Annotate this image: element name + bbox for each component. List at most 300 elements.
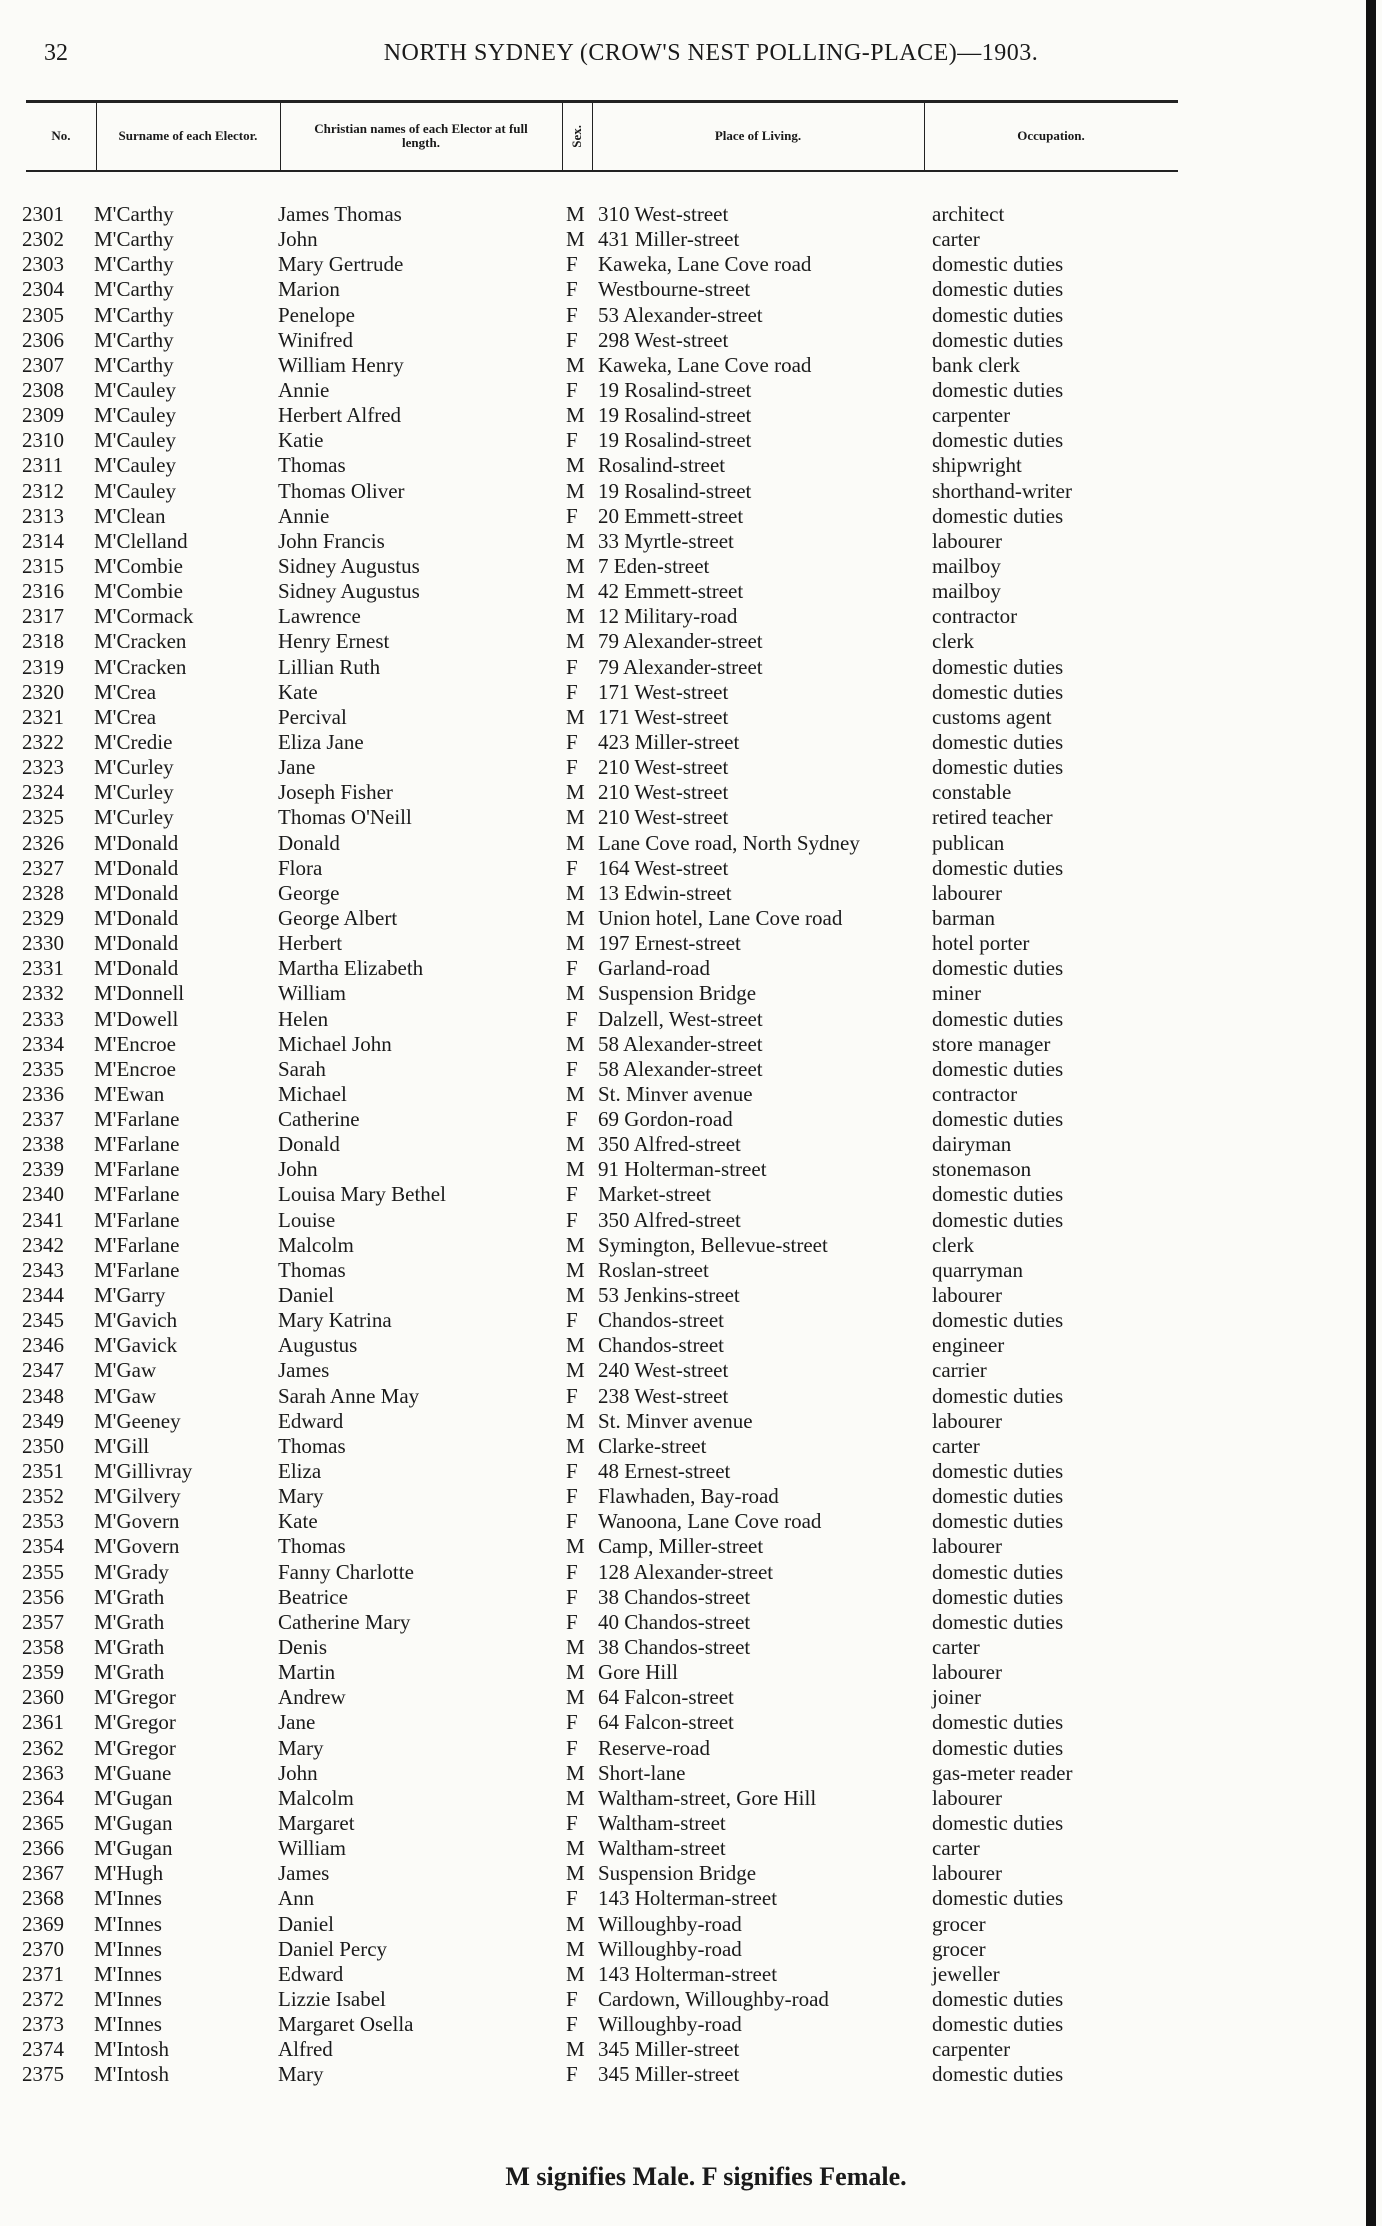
elector-surname: M'Farlane — [94, 1232, 180, 1257]
elector-number: 2349 — [22, 1408, 64, 1433]
elector-christian-names: Winifred — [278, 327, 353, 352]
elector-sex: M — [566, 1433, 585, 1458]
elector-christian-names: Lawrence — [278, 604, 361, 629]
elector-place-of-living: 48 Ernest-street — [598, 1459, 731, 1484]
elector-sex: M — [566, 1283, 585, 1308]
elector-number: 2332 — [22, 981, 64, 1006]
table-row — [0, 931, 1382, 956]
elector-occupation: domestic duties — [932, 654, 1064, 679]
table-row — [0, 1610, 1382, 1635]
table-row — [0, 1509, 1382, 1534]
elector-surname: M'Grady — [94, 1559, 169, 1584]
elector-sex: M — [566, 931, 585, 956]
elector-sex: F — [566, 252, 578, 277]
elector-occupation: labourer — [932, 1660, 1002, 1685]
elector-surname: M'Gugan — [94, 1785, 173, 1810]
table-row — [0, 1208, 1382, 1233]
elector-christian-names: George Albert — [278, 905, 398, 930]
elector-christian-names: Sarah — [278, 1056, 326, 1081]
elector-number: 2327 — [22, 855, 64, 880]
table-row — [0, 655, 1382, 680]
elector-christian-names: Annie — [278, 503, 330, 528]
elector-place-of-living: 210 West-street — [598, 780, 729, 805]
elector-surname: M'Grath — [94, 1660, 165, 1685]
elector-surname: M'Carthy — [94, 252, 174, 277]
elector-place-of-living: 310 West-street — [598, 202, 729, 226]
elector-sex: M — [566, 1081, 585, 1106]
elector-occupation: stonemason — [932, 1157, 1032, 1182]
elector-number: 2365 — [22, 1811, 64, 1835]
elector-christian-names: Donald — [278, 830, 340, 855]
elector-number: 2301 — [22, 202, 64, 226]
elector-christian-names: Annie — [278, 377, 330, 402]
elector-place-of-living: 33 Myrtle-street — [598, 528, 734, 553]
elector-number: 2363 — [22, 1760, 64, 1785]
table-row — [0, 1308, 1382, 1333]
elector-place-of-living: 143 Holterman-street — [598, 1886, 778, 1911]
elector-place-of-living: Dalzell, West-street — [598, 1006, 763, 1031]
elector-surname: M'Ewan — [94, 1081, 165, 1106]
elector-place-of-living: 298 West-street — [598, 327, 729, 352]
elector-occupation: domestic duties — [932, 1559, 1064, 1584]
page-title: NORTH SYDNEY (CROW'S NEST POLLING-PLACE)—1903. — [383, 40, 1039, 66]
elector-christian-names: Margaret Osella — [278, 2012, 414, 2037]
elector-surname: M'Hugh — [94, 1861, 164, 1886]
table-row — [0, 856, 1382, 881]
elector-number: 2313 — [22, 503, 64, 528]
elector-place-of-living: 19 Rosalind-street — [598, 478, 752, 503]
elector-number: 2372 — [22, 1986, 64, 2011]
elector-place-of-living: 13 Edwin-street — [598, 880, 732, 905]
elector-sex: M — [566, 1534, 585, 1559]
elector-occupation: constable — [932, 780, 1012, 805]
elector-occupation: domestic duties — [932, 1182, 1064, 1207]
elector-christian-names: Percival — [278, 704, 347, 729]
elector-occupation: domestic duties — [932, 1710, 1064, 1735]
elector-christian-names: George — [278, 880, 340, 905]
elector-occupation: labourer — [932, 1534, 1002, 1559]
elector-surname: M'Donald — [94, 830, 179, 855]
elector-christian-names: Penelope — [278, 302, 355, 327]
elector-surname: M'Donald — [94, 855, 179, 880]
elector-sex: M — [566, 227, 585, 252]
elector-sex: M — [566, 1936, 585, 1961]
elector-surname: M'Garry — [94, 1283, 166, 1308]
elector-number: 2321 — [22, 704, 64, 729]
elector-place-of-living: Roslan-street — [598, 1257, 709, 1282]
table-row — [0, 2037, 1382, 2062]
elector-occupation: domestic duties — [932, 1484, 1064, 1509]
elector-surname: M'Carthy — [94, 302, 174, 327]
elector-place-of-living: Waltham-street — [598, 1811, 726, 1835]
elector-surname: M'Gilvery — [94, 1484, 181, 1509]
elector-occupation: shorthand-writer — [932, 478, 1072, 503]
elector-place-of-living: 58 Alexander-street — [598, 1056, 763, 1081]
elector-place-of-living: Lane Cove road, North Sydney — [598, 830, 860, 855]
elector-place-of-living: 38 Chandos-street — [598, 1584, 751, 1609]
elector-surname: M'Cauley — [94, 428, 176, 453]
elector-place-of-living: Cardown, Willoughby-road — [598, 1986, 829, 2011]
elector-sex: M — [566, 1257, 585, 1282]
elector-occupation: customs agent — [932, 704, 1052, 729]
elector-surname: M'Crea — [94, 704, 157, 729]
elector-surname: M'Clean — [94, 503, 166, 528]
elector-number: 2346 — [22, 1333, 64, 1358]
elector-surname: M'Innes — [94, 1911, 162, 1936]
elector-number: 2347 — [22, 1358, 64, 1383]
elector-occupation: domestic duties — [932, 277, 1064, 302]
elector-christian-names: Lizzie Isabel — [278, 1986, 386, 2011]
elector-place-of-living: Wanoona, Lane Cove road — [598, 1509, 822, 1534]
elector-occupation: domestic duties — [932, 1107, 1064, 1132]
table-row — [0, 604, 1382, 629]
table-row — [0, 1358, 1382, 1383]
table-row — [0, 2012, 1382, 2037]
elector-number: 2362 — [22, 1735, 64, 1760]
elector-occupation: carter — [932, 227, 980, 252]
elector-surname: M'Gill — [94, 1433, 150, 1458]
elector-surname: M'Gaw — [94, 1383, 157, 1408]
elector-occupation: contractor — [932, 604, 1018, 629]
elector-surname: M'Innes — [94, 1936, 162, 1961]
elector-number: 2368 — [22, 1886, 64, 1911]
elector-number: 2342 — [22, 1232, 64, 1257]
elector-place-of-living: Flawhaden, Bay-road — [598, 1484, 779, 1509]
elector-christian-names: Thomas O'Neill — [278, 805, 412, 830]
table-row — [0, 780, 1382, 805]
elector-sex: M — [566, 604, 585, 629]
elector-christian-names: Margaret — [278, 1811, 355, 1835]
table-row — [0, 1937, 1382, 1962]
table-row — [0, 479, 1382, 504]
table-row — [0, 1132, 1382, 1157]
elector-number: 2367 — [22, 1861, 64, 1886]
elector-sex: M — [566, 1232, 585, 1257]
elector-occupation: domestic duties — [932, 1383, 1064, 1408]
elector-occupation: grocer — [932, 1911, 986, 1936]
elector-place-of-living: 164 West-street — [598, 855, 729, 880]
elector-christian-names: Mary — [278, 2062, 324, 2087]
elector-sex: M — [566, 1660, 585, 1685]
elector-sex: F — [566, 1886, 578, 1911]
elector-sex: F — [566, 1735, 578, 1760]
elector-place-of-living: 210 West-street — [598, 805, 729, 830]
elector-occupation: domestic duties — [932, 956, 1064, 981]
elector-occupation: domestic duties — [932, 1207, 1064, 1232]
elector-place-of-living: 79 Alexander-street — [598, 654, 763, 679]
elector-sex: M — [566, 352, 585, 377]
elector-place-of-living: 19 Rosalind-street — [598, 377, 752, 402]
elector-occupation: labourer — [932, 1861, 1002, 1886]
elector-sex: F — [566, 1811, 578, 1835]
elector-number: 2307 — [22, 352, 64, 377]
table-row — [0, 277, 1382, 302]
elector-occupation: domestic duties — [932, 1308, 1064, 1333]
elector-occupation: mailboy — [932, 553, 1001, 578]
elector-christian-names: Mary — [278, 1484, 324, 1509]
elector-christian-names: Andrew — [278, 1685, 346, 1710]
elector-occupation: clerk — [932, 1232, 974, 1257]
elector-christian-names: Marion — [278, 277, 340, 302]
elector-christian-names: John — [278, 227, 318, 252]
elector-place-of-living: 128 Alexander-street — [598, 1559, 774, 1584]
elector-sex: M — [566, 403, 585, 428]
elector-sex: M — [566, 981, 585, 1006]
elector-number: 2360 — [22, 1685, 64, 1710]
elector-occupation: labourer — [932, 1785, 1002, 1810]
elector-sex: F — [566, 428, 578, 453]
elector-place-of-living: Willoughby-road — [598, 1911, 742, 1936]
elector-surname: M'Govern — [94, 1509, 180, 1534]
elector-sex: F — [566, 679, 578, 704]
elector-place-of-living: Gore Hill — [598, 1660, 678, 1685]
elector-number: 2361 — [22, 1710, 64, 1735]
elector-christian-names: Michael — [278, 1081, 347, 1106]
elector-occupation: barman — [932, 905, 995, 930]
elector-occupation: domestic duties — [932, 1886, 1064, 1911]
table-row — [0, 1585, 1382, 1610]
elector-christian-names: Catherine — [278, 1107, 360, 1132]
elector-number: 2320 — [22, 679, 64, 704]
elector-surname: M'Carthy — [94, 227, 174, 252]
table-row — [0, 353, 1382, 378]
elector-christian-names: Louise — [278, 1207, 336, 1232]
table-row — [0, 1007, 1382, 1032]
elector-sex: F — [566, 729, 578, 754]
elector-sex: M — [566, 1785, 585, 1810]
elector-number: 2318 — [22, 629, 64, 654]
table-row — [0, 504, 1382, 529]
elector-surname: M'Gillivray — [94, 1459, 193, 1484]
elector-sex: M — [566, 1760, 585, 1785]
header-rule-bottom — [26, 170, 1178, 172]
table-row — [0, 1434, 1382, 1459]
elector-christian-names: Thomas Oliver — [278, 478, 405, 503]
elector-surname: M'Cormack — [94, 604, 194, 629]
elector-sex: F — [566, 1484, 578, 1509]
elector-place-of-living: 345 Miller-street — [598, 2062, 740, 2087]
table-row — [0, 252, 1382, 277]
elector-sex: F — [566, 1986, 578, 2011]
table-row — [0, 755, 1382, 780]
elector-place-of-living: Chandos-street — [598, 1308, 724, 1333]
elector-occupation: domestic duties — [932, 855, 1064, 880]
elector-surname: M'Cauley — [94, 478, 176, 503]
elector-number: 2355 — [22, 1559, 64, 1584]
elector-place-of-living: Symington, Bellevue-street — [598, 1232, 828, 1257]
elector-surname: M'Curley — [94, 755, 174, 780]
elector-occupation: labourer — [932, 528, 1002, 553]
elector-place-of-living: 40 Chandos-street — [598, 1609, 751, 1634]
elector-occupation: domestic duties — [932, 2012, 1064, 2037]
elector-place-of-living: Waltham-street — [598, 1836, 726, 1861]
elector-number: 2315 — [22, 553, 64, 578]
table-row — [0, 1761, 1382, 1786]
elector-sex: M — [566, 1911, 585, 1936]
elector-christian-names: Martin — [278, 1660, 336, 1685]
elector-surname: M'Donald — [94, 956, 179, 981]
elector-surname: M'Donald — [94, 931, 179, 956]
elector-sex: M — [566, 453, 585, 478]
column-header-place: Place of Living. — [714, 128, 802, 143]
elector-christian-names: William — [278, 981, 346, 1006]
elector-place-of-living: Rosalind-street — [598, 453, 726, 478]
elector-sex: F — [566, 1006, 578, 1031]
elector-number: 2341 — [22, 1207, 64, 1232]
elector-number: 2302 — [22, 227, 64, 252]
elector-occupation: architect — [932, 202, 1005, 226]
elector-place-of-living: Willoughby-road — [598, 2012, 742, 2037]
elector-number: 2339 — [22, 1157, 64, 1182]
elector-occupation: clerk — [932, 629, 974, 654]
elector-sex: F — [566, 1559, 578, 1584]
elector-place-of-living: Waltham-street, Gore Hill — [598, 1785, 817, 1810]
elector-occupation: domestic duties — [932, 755, 1064, 780]
elector-christian-names: William Henry — [278, 352, 404, 377]
elector-surname: M'Gregor — [94, 1710, 176, 1735]
elector-christian-names: Martha Elizabeth — [278, 956, 424, 981]
elector-sex: M — [566, 1635, 585, 1660]
elector-place-of-living: 91 Holterman-street — [598, 1157, 767, 1182]
elector-surname: M'Innes — [94, 1886, 162, 1911]
elector-christian-names: Sarah Anne May — [278, 1383, 420, 1408]
elector-christian-names: Mary Gertrude — [278, 252, 404, 277]
elector-surname: M'Grath — [94, 1584, 165, 1609]
table-row — [0, 1233, 1382, 1258]
table-row — [0, 378, 1382, 403]
elector-christian-names: Katie — [278, 428, 324, 453]
elector-surname: M'Carthy — [94, 352, 174, 377]
elector-surname: M'Donald — [94, 880, 179, 905]
elector-place-of-living: Union hotel, Lane Cove road — [598, 905, 843, 930]
table-row — [0, 554, 1382, 579]
elector-occupation: domestic duties — [932, 1584, 1064, 1609]
elector-number: 2375 — [22, 2062, 64, 2087]
elector-occupation: domestic duties — [932, 302, 1064, 327]
elector-surname: M'Farlane — [94, 1107, 180, 1132]
elector-place-of-living: Short-lane — [598, 1760, 686, 1785]
elector-place-of-living: Kaweka, Lane Cove road — [598, 352, 812, 377]
elector-occupation: quarryman — [932, 1257, 1023, 1282]
elector-christian-names: Fanny Charlotte — [278, 1559, 414, 1584]
elector-occupation: miner — [932, 981, 981, 1006]
elector-number: 2319 — [22, 654, 64, 679]
elector-christian-names: Catherine Mary — [278, 1609, 411, 1634]
elector-surname: M'Innes — [94, 1961, 162, 1986]
elector-occupation: domestic duties — [932, 327, 1064, 352]
elector-surname: M'Gavick — [94, 1333, 178, 1358]
elector-list — [0, 202, 1382, 2088]
elector-sex: F — [566, 1459, 578, 1484]
table-row — [0, 1987, 1382, 2012]
elector-number: 2359 — [22, 1660, 64, 1685]
elector-number: 2326 — [22, 830, 64, 855]
elector-place-of-living: 345 Miller-street — [598, 2037, 740, 2062]
table-row — [0, 453, 1382, 478]
elector-occupation: carter — [932, 1433, 980, 1458]
elector-place-of-living: 38 Chandos-street — [598, 1635, 751, 1660]
table-row — [0, 1459, 1382, 1484]
elector-occupation: contractor — [932, 1081, 1018, 1106]
elector-surname: M'Farlane — [94, 1207, 180, 1232]
elector-christian-names: Edward — [278, 1408, 344, 1433]
table-row — [0, 730, 1382, 755]
elector-place-of-living: Chandos-street — [598, 1333, 724, 1358]
table-row — [0, 1032, 1382, 1057]
elector-place-of-living: Suspension Bridge — [598, 981, 757, 1006]
table-row — [0, 1710, 1382, 1735]
elector-surname: M'Grath — [94, 1635, 165, 1660]
elector-number: 2334 — [22, 1031, 64, 1056]
column-header-occupation: Occupation. — [1017, 128, 1085, 143]
table-row — [0, 1962, 1382, 1987]
elector-number: 2343 — [22, 1257, 64, 1282]
elector-surname: M'Innes — [94, 2012, 162, 2037]
elector-occupation: domestic duties — [932, 1459, 1064, 1484]
table-row — [0, 805, 1382, 830]
elector-occupation: domestic duties — [932, 1811, 1064, 1835]
elector-sex: F — [566, 855, 578, 880]
elector-number: 2345 — [22, 1308, 64, 1333]
table-row — [0, 1912, 1382, 1937]
table-row — [0, 328, 1382, 353]
elector-christian-names: Edward — [278, 1961, 344, 1986]
table-row — [0, 428, 1382, 453]
elector-sex: F — [566, 377, 578, 402]
elector-place-of-living: 350 Alfred-street — [598, 1207, 741, 1232]
table-row — [0, 1660, 1382, 1685]
elector-sex: M — [566, 1836, 585, 1861]
footer-legend: M signifies Male. F signifies Female. — [505, 2162, 907, 2191]
elector-occupation: gas-meter reader — [932, 1760, 1073, 1785]
elector-number: 2335 — [22, 1056, 64, 1081]
elector-surname: M'Cauley — [94, 403, 176, 428]
elector-surname: M'Donald — [94, 905, 179, 930]
elector-sex: M — [566, 1333, 585, 1358]
elector-sex: M — [566, 1358, 585, 1383]
table-row — [0, 1811, 1382, 1836]
table-row — [0, 831, 1382, 856]
elector-surname: M'Guane — [94, 1760, 172, 1785]
elector-number: 2351 — [22, 1459, 64, 1484]
elector-occupation: carrier — [932, 1358, 987, 1383]
elector-number: 2330 — [22, 931, 64, 956]
elector-place-of-living: 350 Alfred-street — [598, 1132, 741, 1157]
elector-christian-names: Daniel Percy — [278, 1936, 388, 1961]
elector-surname: M'Cracken — [94, 654, 187, 679]
elector-sex: M — [566, 478, 585, 503]
elector-christian-names: Ann — [278, 1886, 315, 1911]
elector-occupation: labourer — [932, 880, 1002, 905]
elector-christian-names: James Thomas — [278, 202, 402, 226]
elector-place-of-living: Market-street — [598, 1182, 712, 1207]
elector-number: 2336 — [22, 1081, 64, 1106]
elector-christian-names: James — [278, 1861, 330, 1886]
elector-surname: M'Intosh — [94, 2037, 169, 2062]
elector-sex: F — [566, 1383, 578, 1408]
elector-place-of-living: Westbourne-street — [598, 277, 751, 302]
table-row — [0, 1333, 1382, 1358]
elector-christian-names: Jane — [278, 755, 316, 780]
elector-occupation: domestic duties — [932, 252, 1064, 277]
elector-surname: M'Donnell — [94, 981, 185, 1006]
elector-surname: M'Credie — [94, 729, 173, 754]
table-row — [0, 1484, 1382, 1509]
table-row — [0, 1258, 1382, 1283]
elector-christian-names: Herbert Alfred — [278, 403, 402, 428]
elector-number: 2356 — [22, 1584, 64, 1609]
elector-sex: M — [566, 1157, 585, 1182]
